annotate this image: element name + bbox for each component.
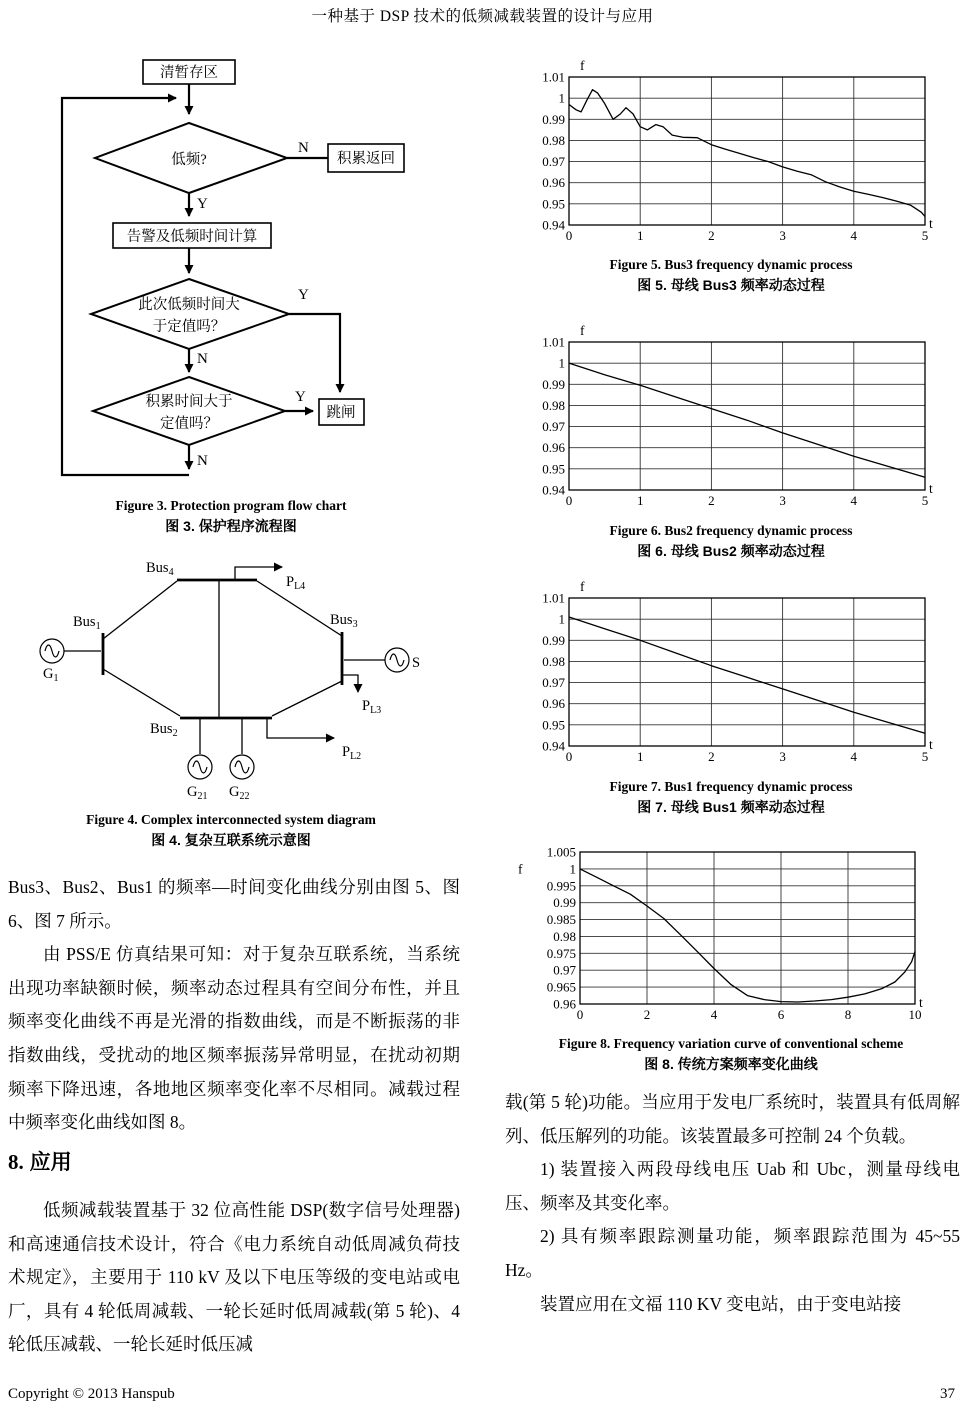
flow-decision-time: [91, 279, 289, 349]
figure4-caption-en: Figure 4. Complex interconnected system diagram: [86, 812, 376, 827]
section-8-heading: [8, 1146, 72, 1176]
x-tick-label: 4: [850, 228, 858, 243]
y-tick-label: 0.965: [546, 979, 576, 995]
y-tick-label: 1.01: [542, 590, 565, 606]
frequency-chart-svg: [505, 55, 957, 250]
g21-label: $G_{21}$: [187, 784, 208, 802]
g1-label: $G_1$: [43, 666, 59, 684]
left-column-text-2: [8, 1194, 460, 1362]
g1-sine-icon: [45, 645, 59, 657]
y-tick-label: 0.95: [542, 461, 565, 477]
figure6-caption-en: Figure 6. Bus2 frequency dynamic process: [609, 523, 853, 538]
x-tick-label: 4: [850, 749, 858, 764]
flow-process-label: 告警及低频时间计算: [126, 229, 258, 245]
y-tick-label: 0.97: [553, 962, 576, 978]
paragraph: 由 PSS/E 仿真结果可知：对于复杂互联系统，当系统出现功率缺额时候，频率动态过程具有空间分布性，并且频率变化曲线不再是光滑的指数曲线，而是不断振荡的非指数曲线，受扰动的地区频率振荡异常明显，在扰动初期频率下降迅速，各地地区频率变化率不尽相同。减载过程中频率变化曲线如图 8。: [8, 944, 460, 1133]
plot-border: [569, 77, 925, 225]
figure6-caption: [505, 521, 957, 561]
y-tick-label: 0.94: [542, 738, 565, 754]
copyright-notice: Copyright © 2013 Hanspub: [8, 1386, 175, 1402]
x-tick-label: 0: [565, 228, 573, 243]
list-item: 1) 装置接入两段母线电压 Uab 和 Ubc，测量母线电压、频率及其变化率。: [505, 1159, 960, 1213]
flow-accum-label1: 积累时间大于: [145, 394, 233, 410]
plot-border: [580, 852, 915, 1004]
y-tick-label: 1.005: [546, 844, 576, 860]
x-axis-label: t: [929, 481, 933, 496]
bus2-frequency-chart: [505, 320, 957, 520]
paragraph: 装置应用在文福 110 KV 变电站，由于变电站接: [540, 1293, 902, 1314]
flow-time-label1: 此次低频时间大: [138, 297, 240, 313]
y-tick-label: 1: [558, 611, 565, 627]
frequency-chart-svg: [505, 320, 957, 515]
bus3-frequency-chart: [505, 55, 957, 255]
y-axis-tick-labels: [542, 591, 565, 754]
plot-border: [569, 342, 925, 490]
frequency-curve: [569, 363, 925, 477]
flow-trip-label: 跳闸: [326, 405, 356, 421]
g21-sine-icon: [193, 761, 207, 773]
x-tick-label: 4: [850, 493, 858, 508]
x-axis-tick-labels: [566, 228, 929, 243]
flow-y1-label: Y: [197, 196, 208, 212]
frequency-chart-svg: [505, 576, 957, 771]
x-tick-label: 2: [643, 1007, 651, 1022]
y-axis-label: f: [580, 58, 585, 73]
flow-start-label: 清暂存区: [160, 65, 218, 81]
plot-border: [569, 598, 925, 746]
list-item: 2) 具有频率跟踪测量功能，频率跟踪范围为 45~55 Hz。: [505, 1226, 960, 1280]
y-tick-label: 0.99: [553, 895, 576, 911]
g22-sine-icon: [235, 761, 249, 773]
y-axis-tick-labels: [542, 70, 565, 233]
y-axis-tick-labels: [547, 845, 577, 1012]
paragraph: 低频减载装置基于 32 位高性能 DSP(数字信号处理器)和高速通信技术设计，符合《电力系统自动低周减负荷技术规定》，主要用于 110 kV 及以下电压等级的变电站或电厂，具有 4 轮低周减载、一轮长延时低周减载(第 5 轮)、4 轮低压减载、一轮长延时低压减: [8, 1200, 460, 1355]
x-axis-tick-labels: [577, 1007, 922, 1022]
x-axis-tick-labels: [566, 749, 929, 764]
y-tick-label: 0.99: [542, 111, 565, 127]
figure4-caption: [0, 810, 462, 850]
figure8-caption: [505, 1034, 957, 1074]
x-tick-label: 4: [710, 1007, 718, 1022]
y-tick-label: 0.985: [546, 912, 576, 928]
y-tick-label: 0.94: [542, 217, 565, 233]
x-tick-label: 6: [777, 1007, 785, 1022]
protection-flowchart: [0, 50, 430, 495]
figure3-caption-en: Figure 3. Protection program flow chart: [115, 498, 347, 513]
x-tick-label: 2: [708, 228, 715, 243]
paragraph: 载(第 5 轮)功能。当应用于发电厂系统时，装置具有低周解列、低压解列的功能。该装置最多可控制 24 个负载。: [505, 1092, 960, 1146]
y-tick-label: 1: [558, 90, 565, 106]
x-axis-tick-labels: [566, 493, 929, 508]
bus2-label: Bus$_2$: [150, 721, 178, 739]
y-tick-label: 0.96: [542, 696, 565, 712]
s-sine-icon: [390, 654, 404, 666]
gridlines: [569, 77, 925, 225]
y-tick-label: 0.99: [542, 632, 565, 648]
page-header-title: 一种基于 DSP 技术的低频减载装置的设计与应用: [311, 8, 654, 25]
x-tick-label: 10: [908, 1007, 922, 1022]
conventional-scheme-chart: [505, 830, 957, 1035]
line-bus1-bus2: [103, 669, 180, 716]
x-tick-label: 5: [921, 749, 929, 764]
y-tick-label: 0.94: [542, 482, 565, 498]
x-tick-label: 3: [779, 749, 786, 764]
x-tick-label: 1: [636, 228, 644, 243]
x-axis-label: t: [929, 216, 933, 231]
figure7-caption-en: Figure 7. Bus1 frequency dynamic process: [609, 779, 853, 794]
gridlines: [580, 852, 915, 1004]
s-label: S: [412, 655, 421, 671]
y-tick-label: 0.98: [542, 653, 565, 669]
frequency-curve: [569, 617, 925, 733]
flow-line-y2: [289, 314, 340, 392]
x-tick-label: 5: [921, 493, 929, 508]
y-tick-label: 0.98: [553, 928, 576, 944]
y-tick-label: 1.01: [542, 69, 565, 85]
figure5-caption-en: Figure 5. Bus3 frequency dynamic process: [609, 257, 853, 272]
x-tick-label: 0: [576, 1007, 584, 1022]
y-tick-label: 1: [558, 355, 565, 371]
y-tick-label: 0.95: [542, 196, 565, 212]
y-axis-label: f: [580, 323, 585, 338]
flow-return-label: 积累返回: [337, 151, 395, 167]
y-axis-label: f: [580, 579, 585, 594]
paragraph: Bus3、Bus2、Bus1 的频率—时间变化曲线分别由图 5、图 6、图 7 所示。: [8, 877, 460, 931]
figure6-caption-zh: 图 6. 母线 Bus2 频率动态过程: [637, 543, 825, 559]
y-tick-label: 0.98: [542, 397, 565, 413]
x-tick-label: 2: [708, 493, 715, 508]
figure7-caption: [505, 777, 957, 817]
page-number: 37: [940, 1386, 955, 1402]
right-column-text: [505, 1086, 960, 1321]
y-tick-label: 0.99: [542, 376, 565, 392]
x-tick-label: 2: [708, 749, 715, 764]
x-tick-label: 0: [565, 493, 573, 508]
y-tick-label: 0.95: [542, 717, 565, 733]
flow-y3-label: Y: [295, 389, 306, 405]
x-axis-label: t: [919, 995, 923, 1010]
pl4-label: $P_{L4}$: [286, 574, 306, 592]
left-column-text: [8, 871, 460, 1140]
y-tick-label: 0.96: [542, 175, 565, 191]
figure8-caption-zh: 图 8. 传统方案频率变化曲线: [644, 1056, 818, 1072]
x-tick-label: 3: [779, 493, 786, 508]
frequency-chart-svg: [505, 830, 957, 1030]
bus1-frequency-chart: [505, 576, 957, 776]
frequency-curve: [580, 869, 915, 1002]
figure3-caption-zh: 图 3. 保护程序流程图: [165, 518, 297, 534]
y-tick-label: 0.98: [542, 132, 565, 148]
pl2-label: $P_{L2}$: [342, 744, 362, 762]
flow-n1-label: N: [298, 140, 309, 156]
gridlines: [569, 598, 925, 746]
flow-n2-label: N: [197, 351, 208, 367]
x-tick-label: 1: [636, 749, 644, 764]
y-axis-label: f: [518, 861, 523, 877]
x-axis-label: t: [929, 737, 933, 752]
figure3-caption: [0, 496, 462, 536]
y-tick-label: 1.01: [542, 334, 565, 350]
bus4-label: Bus$_4$: [146, 560, 174, 578]
flow-y2-label: Y: [298, 287, 309, 303]
g22-label: $G_{22}$: [229, 784, 250, 802]
flow-lowfreq-label: 低频?: [171, 152, 207, 168]
line-bus1-bus4: [103, 581, 177, 639]
flow-time-label2: 于定值吗？: [152, 319, 226, 335]
figure8-caption-en: Figure 8. Frequency variation curve of conventional scheme: [558, 1036, 904, 1051]
section-number: 8.: [8, 1150, 24, 1174]
y-tick-label: 0.96: [542, 440, 565, 456]
flow-accum-label2: 定值吗？: [160, 416, 218, 432]
load-arrow-pl2: [267, 718, 334, 738]
load-arrow-pl3: [342, 675, 358, 692]
load-arrow-pl4: [235, 567, 282, 580]
gridlines: [569, 342, 925, 490]
pl3-label: $P_{L3}$: [362, 698, 382, 716]
figure5-caption-zh: 图 5. 母线 Bus3 频率动态过程: [637, 277, 825, 293]
y-tick-label: 0.97: [542, 154, 565, 170]
y-axis-tick-labels: [542, 335, 565, 498]
x-tick-label: 1: [636, 493, 644, 508]
flow-n3-label: N: [197, 453, 208, 469]
x-tick-label: 8: [844, 1007, 852, 1022]
figure4-caption-zh: 图 4. 复杂互联系统示意图: [151, 832, 311, 848]
y-tick-label: 0.96: [553, 996, 576, 1012]
bus3-label: Bus$_3$: [330, 612, 358, 630]
frequency-curve: [569, 90, 925, 217]
y-tick-label: 0.995: [546, 878, 576, 894]
x-tick-label: 3: [779, 228, 786, 243]
figure5-caption: [505, 255, 957, 295]
x-tick-label: 5: [921, 228, 929, 243]
line-bus2-bus3: [272, 681, 342, 716]
y-tick-label: 0.97: [542, 419, 565, 435]
flow-decision-accum: [93, 377, 285, 445]
bus1-label: Bus$_1$: [73, 614, 101, 632]
interconnected-system-diagram: [0, 550, 462, 808]
y-tick-label: 1: [569, 861, 576, 877]
figure7-caption-zh: 图 7. 母线 Bus1 频率动态过程: [637, 799, 825, 815]
section-title-text: 应用: [29, 1151, 72, 1174]
x-tick-label: 0: [565, 749, 573, 764]
y-tick-label: 0.97: [542, 675, 565, 691]
y-tick-label: 0.975: [546, 945, 576, 961]
